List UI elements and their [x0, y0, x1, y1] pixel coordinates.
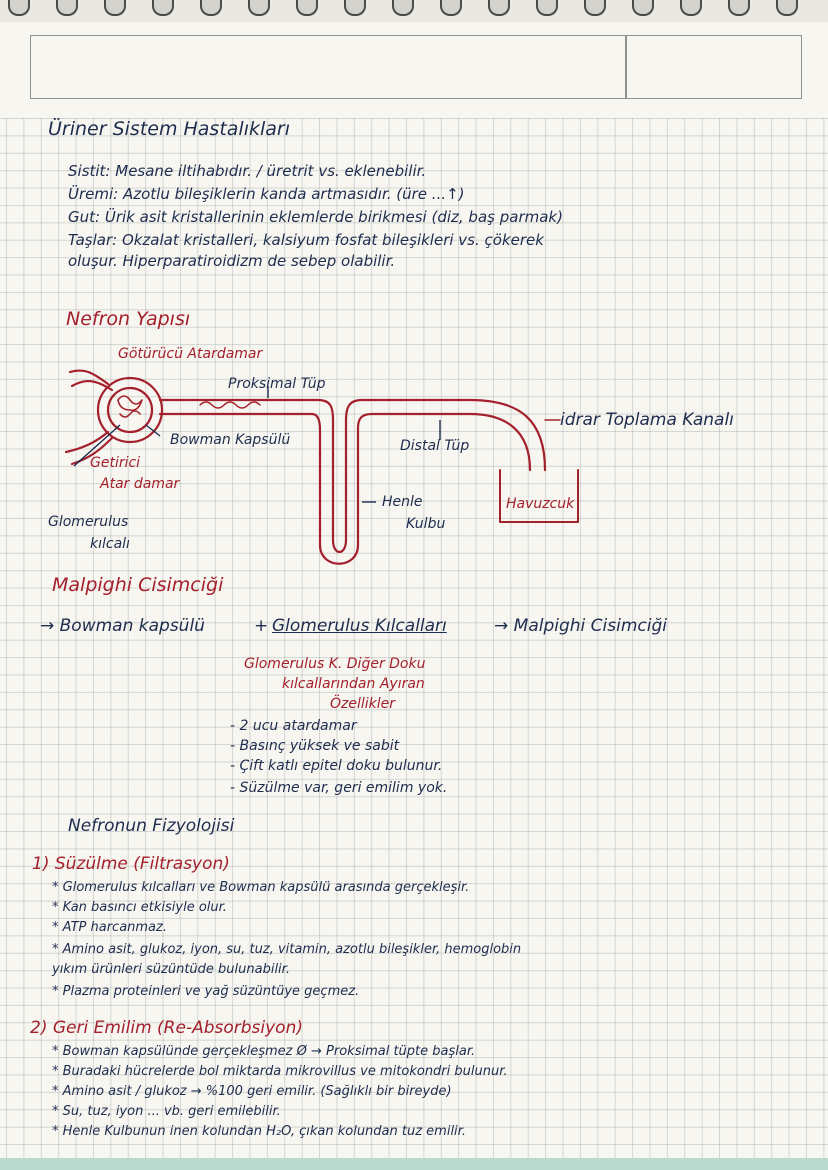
disease-line: Taşlar: Okzalat kristalleri, kalsiyum fosfat bileşikleri vs. çökerek	[68, 231, 544, 249]
page-title: Üriner Sistem Hastalıkları	[48, 118, 290, 140]
label-afferent-1: Getirici	[90, 455, 141, 471]
filtration-item: yıkım ürünleri süzüntüde bulunabilir.	[52, 962, 290, 977]
label-proximal-tubule: Proksimal Tüp	[228, 376, 326, 392]
diff-title-line: Özellikler	[330, 696, 396, 712]
feature-item: - Süzülme var, geri emilim yok.	[230, 780, 448, 796]
label-glomerulus-2: kılcalı	[90, 536, 130, 552]
physiology-title: Nefronun Fizyolojisi	[68, 816, 235, 836]
bottom-strip	[0, 1158, 828, 1170]
label-bowman-capsule: Bowman Kapsülü	[170, 432, 291, 448]
reabsorption-title: 2) Geri Emilim (Re-Absorbsiyon)	[30, 1018, 303, 1038]
reabsorption-item: * Henle Kulbunun inen kolundan H₂O, çıkan kolundan tuz emilir.	[52, 1124, 466, 1139]
feature-item: - Basınç yüksek ve sabit	[230, 738, 400, 754]
label-havuzcuk: Havuzcuk	[506, 496, 575, 512]
disease-line: Üremi: Azotlu bileşiklerin kanda artmasıdır. (üre ...↑)	[68, 185, 465, 203]
label-henle-2: Kulbu	[406, 516, 446, 532]
equation-bowman: → Bowman kapsülü	[40, 616, 205, 636]
filtration-item: * Glomerulus kılcalları ve Bowman kapsülü arasında gerçekleşir.	[52, 880, 470, 895]
diff-title-line: kılcallarından Ayıran	[282, 676, 425, 692]
disease-line: Gut: Ürik asit kristallerinin eklemlerde birikmesi (diz, baş parmak)	[68, 208, 563, 226]
feature-item: - Çift katlı epitel doku bulunur.	[230, 758, 443, 774]
reabsorption-item: * Su, tuz, iyon ... vb. geri emilebilir.	[52, 1104, 281, 1119]
reabsorption-item: * Bowman kapsülünde gerçekleşmez Ø → Proksimal tüpte başlar.	[52, 1044, 476, 1059]
filtration-item: * Plazma proteinleri ve yağ süzüntüye geçmez.	[52, 984, 360, 999]
filtration-title: 1) Süzülme (Filtrasyon)	[32, 854, 230, 874]
reabsorption-item: * Amino asit / glukoz → %100 geri emilir. (Sağlıklı bir bireyde)	[52, 1084, 452, 1099]
diff-title-line: Glomerulus K. Diğer Doku	[244, 656, 426, 672]
label-glomerulus-1: Glomerulus	[48, 514, 129, 530]
nephron-title: Nefron Yapısı	[66, 308, 191, 330]
filtration-item: * Kan basıncı etkisiyle olur.	[52, 900, 227, 915]
filtration-item: * Amino asit, glukoz, iyon, su, tuz, vitamin, azotlu bileşikler, hemoglobin	[52, 942, 522, 957]
equation-glomerulus: Glomerulus Kılcalları	[272, 616, 447, 636]
label-henle-1: Henle	[382, 494, 423, 510]
equation-result: → Malpighi Cisimciği	[494, 616, 667, 636]
disease-line: oluşur. Hiperparatiroidizm de sebep olabilir.	[68, 252, 396, 270]
label-afferent-2: Atar damar	[100, 476, 180, 492]
filtration-item: * ATP harcanmaz.	[52, 920, 167, 935]
label-distal-tubule: Distal Tüp	[400, 438, 470, 454]
equation-plus: +	[254, 616, 269, 636]
disease-line: Sistit: Mesane iltihabıdır. / üretrit vs. eklenebilir.	[68, 162, 427, 180]
reabsorption-item: * Buradaki hücrelerde bol miktarda mikrovillus ve mitokondri bulunur.	[52, 1064, 508, 1079]
label-efferent-arteriole: Götürücü Atardamar	[118, 346, 263, 362]
malpighi-title: Malpighi Cisimciği	[52, 574, 224, 596]
feature-item: - 2 ucu atardamar	[230, 718, 357, 734]
label-collecting-duct: idrar Toplama Kanalı	[560, 410, 734, 430]
